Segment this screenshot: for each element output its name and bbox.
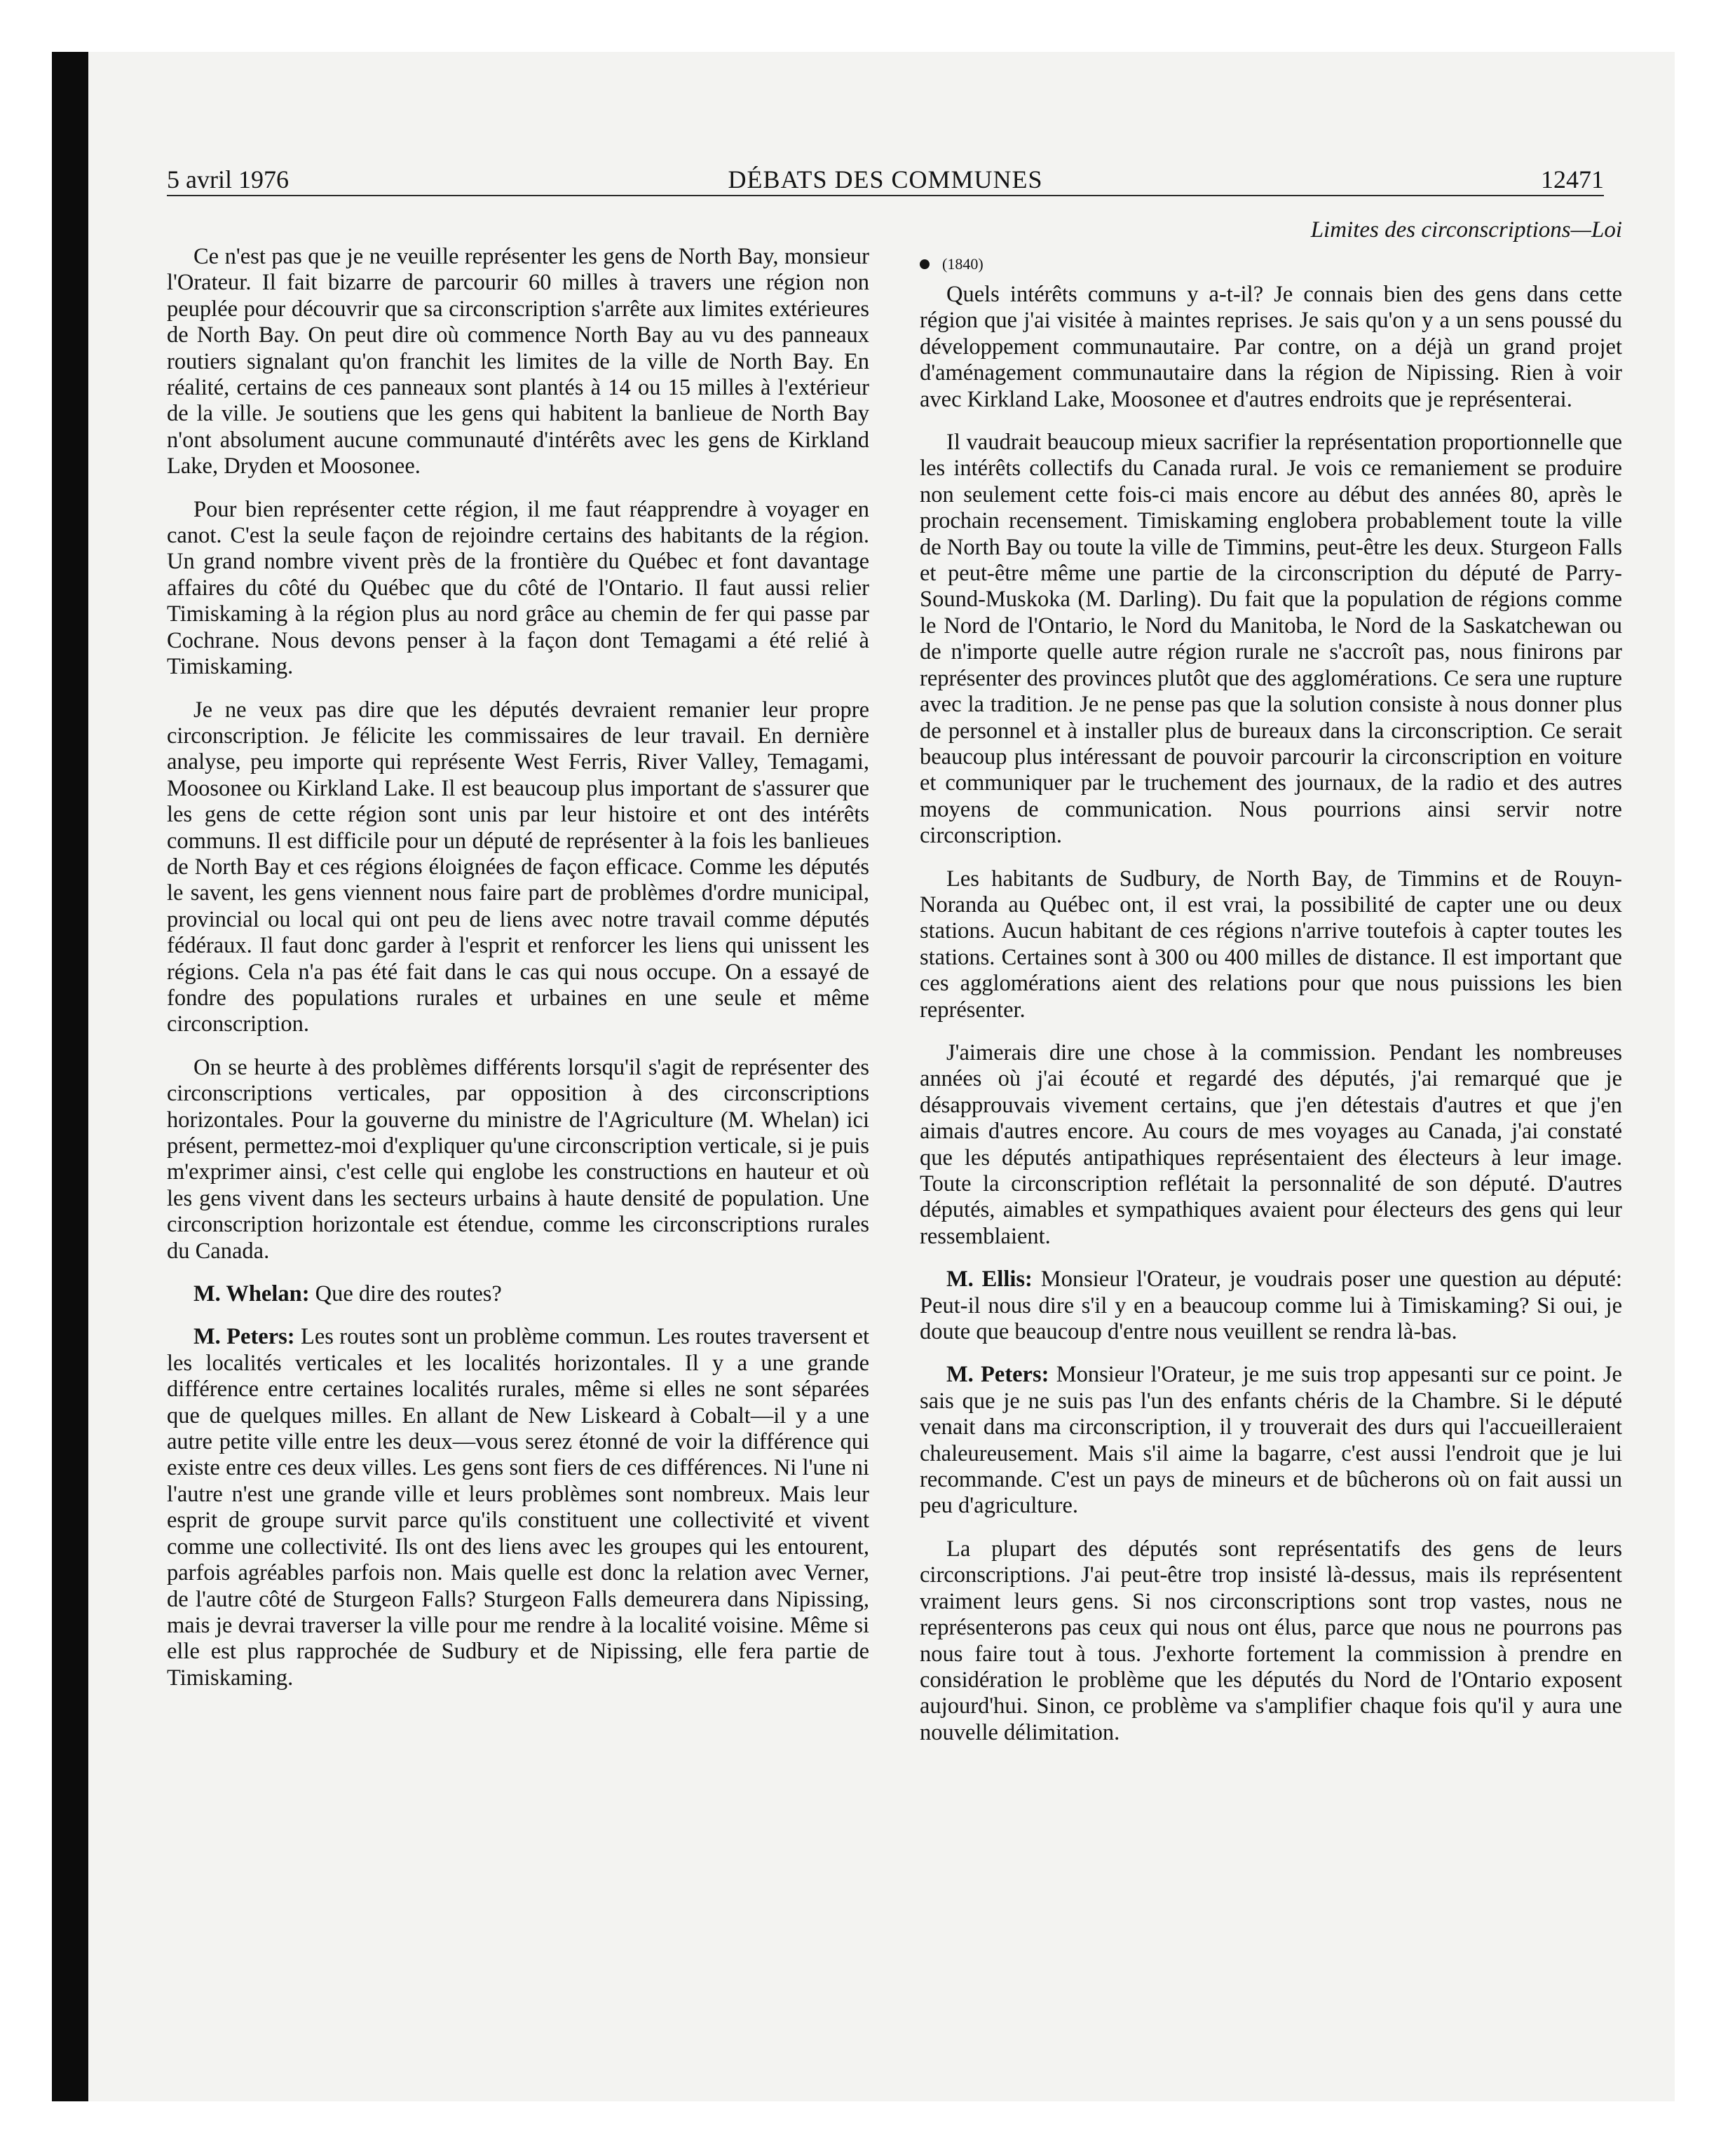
paragraph: Quels intérêts communs y a-t-il? Je connais bien des gens dans cette région que j'ai visitée à maintes reprises. Je sais qu'on y a un sens poussé du développement communautaire. Par contre, on a déjà un grand projet d'aménagement communautaire dans la région de Nipissing. Rien à voir avec Kirkland Lake, Moosonee et d'autres endroits que je représenterai.	[920, 282, 1622, 412]
paragraph: Pour bien représenter cette région, il me faut réapprendre à voyager en canot. C'est la seule façon de rejoindre certains des habitants de la région. Un grand nombre vivent près de la frontière du Québec et font davantage affaires du côté du Québec que du côté de l'Ontario. Il faut aussi relier Timiskaming à la région plus au nord grâce au chemin de fer qui passe par Cochrane. Nous devons penser à la façon dont Temagami a été relié à Timiskaming.	[167, 496, 869, 680]
header-page-number: 12471	[1541, 165, 1604, 193]
speech-ellis	[920, 1267, 1622, 1345]
header-date: 5 avril 1976	[167, 165, 289, 193]
speech-text: Monsieur l'Orateur, je voudrais poser une question au député: Peut-il nous dire s'il y en a beaucoup comme lui à Timiskaming? Si oui, je doute que beaucoup d'entre nous veuillent se rendra là-bas.	[920, 1267, 1622, 1345]
paragraph: On se heurte à des problèmes différents lorsqu'il s'agit de représenter des circonscriptions verticales, par opposition à des circonscriptions horizontales. Pour la gouverne du ministre de l'Agriculture (M. Whelan) ici présent, permettez-moi d'expliquer qu'une circonscription verticale, si je puis m'exprimer ainsi, c'est celle qui englobe les constructions en hauteur et où les gens vivent dans les secteurs urbains à haute densité de population. Une circonscription horizontale est étendue, comme les circonscriptions rurales du Canada.	[167, 1054, 869, 1264]
paragraph: Les habitants de Sudbury, de North Bay, de Timmins et de Rouyn-Noranda au Québec ont, il est vrai, la possibilité de capter une ou deux stations. Aucun habitant de ces régions n'arrive toutefois à capter toutes les stations. Certaines sont à 300 ou 400 milles de distance. Il est important que ces agglomérations aient des relations pour que nous puissions les bien représenter.	[920, 866, 1622, 1023]
paragraph: Ce n'est pas que je ne veuille représenter les gens de North Bay, monsieur l'Orateur. Il fait bizarre de parcourir 60 milles à travers une région non peuplée pour découvrir que sa circonscription s'arrête aux limites extérieures de North Bay. On peut dire où commence North Bay au vu des panneaux routiers signalant qu'on franchit les limites de la ville de North Bay. En réalité, certains de ces panneaux sont plantés à 14 ou 15 milles à l'extérieur de la ville. Je soutiens que les gens qui habitent la banlieue de North Bay n'ont absolument aucune communauté d'intérêts avec les gens de Kirkland Lake, Dryden et Moosonee.	[167, 244, 869, 479]
header-rule	[167, 195, 1604, 196]
time-marker-text: (1840)	[942, 255, 984, 273]
paragraph: J'aimerais dire une chose à la commission. Pendant les nombreuses années où j'ai écouté et regardé des députés, j'ai remarqué que je désapprouvais vivement certains, que j'en détestais d'autres et que j'en aimais d'autres encore. Au cours de mes voyages au Canada, j'ai constaté que les députés antipathiques représentaient des électeurs à leur image. Toute la circonscription reflétait la personnalité de son député. D'autres députés, aimables et sympathiques avaient pour électeurs des gens qui leur ressemblaient.	[920, 1039, 1622, 1249]
speech-text: Que dire des routes?	[309, 1281, 502, 1307]
left-column	[167, 244, 869, 1708]
paragraph: Je ne veux pas dire que les députés devraient remanier leur propre circonscription. Je félicite les commissaires de leur travail. En dernière analyse, peu importe qui représente West Ferris, River Valley, Temagami, Moosonee ou Kirkland Lake. Il est beaucoup plus important de s'assurer que les gens de cette région sont unis par leur histoire et ont des intérêts communs. Il est difficile pour un député de représenter à la fois les banlieues de North Bay et ces régions éloignées de façon efficace. Comme les députés le savent, les gens viennent nous faire part de problèmes d'ordre municipal, provincial ou local qui ont peu de liens avec notre travail comme députés fédéraux. Il faut donc garder à l'esprit et renforcer les liens qui unissent les régions. Cela n'a pas été fait dans le cas qui nous occupe. On a essayé de fondre des populations rurales et urbaines en une seule et même circonscription.	[167, 697, 869, 1037]
page-header	[167, 160, 1604, 198]
paragraph: La plupart des députés sont représentatifs des gens de leurs circonscriptions. J'ai peut-être trop insisté là-dessus, mais ils représentent vraiment leurs gens. Si nos circonscriptions sont trop vastes, nous ne représenterons pas ceux qui nous ont élus, parce que nous ne pourrons pas nous faire tout à tous. J'exhorte fortement la commission à prendre en considération le problème que les députés du Nord de l'Ontario exposent aujourd'hui. Sinon, ce problème va s'amplifier chaque fois qu'il y aura une nouvelle délimitation.	[920, 1536, 1622, 1745]
speaker-name: M. Peters:	[946, 1362, 1049, 1388]
time-marker	[920, 254, 1622, 275]
header-title: DÉBATS DES COMMUNES	[728, 165, 1043, 193]
speech-peters	[167, 1324, 869, 1691]
bullet-icon	[920, 259, 930, 269]
speech-text: Monsieur l'Orateur, je me suis trop appesanti sur ce point. Je sais que je ne suis pas l'un des enfants chéris de la Chambre. Si le député venait dans ma circonscription, il y trouverait des durs qui l'accueilleraient chaleureusement. Mais s'il aime la bagarre, c'est aussi l'endroit que je lui recommande. C'est un pays de mineurs et de bûcherons où on fait aussi un peu d'agriculture.	[920, 1362, 1622, 1519]
speaker-name: M. Whelan:	[193, 1281, 310, 1307]
speaker-name: M. Ellis:	[946, 1267, 1033, 1292]
binding-shadow	[52, 52, 88, 2101]
right-column	[920, 216, 1622, 1763]
speech-text: Les routes sont un problème commun. Les routes traversent et les localités verticales et les localités horizontales. Il y a une grande différence entre certaines localités rurales, même si elles ne sont séparées que de quelques milles. En allant de New Liskeard à Cobalt—il y a une autre petite ville entre les deux—vous serez étonné de voir la différence qui existe entre ces deux villes. Les gens sont fiers de ces différences. Ni l'une ni l'autre n'est une grande ville et leurs problèmes sont nombreux. Mais leur esprit de groupe survit parce qu'ils constituent une collectivité et vivent comme une collectivité. Ils ont des liens avec les groupes qui les entourent, parfois agréables parfois non. Mais quelle est donc la relation avec Verner, de l'autre côté de Sturgeon Falls? Sturgeon Falls demeurera dans Nipissing, mais je devrai traverser la ville pour me rendre à la localité voisine. Même si elle est plus rapprochée de Sudbury et de Nipissing, elle fera partie de Timiskaming.	[167, 1324, 869, 1691]
speech-peters	[920, 1362, 1622, 1519]
speaker-name: M. Peters:	[193, 1324, 295, 1350]
running-title: Limites des circonscriptions—Loi	[1310, 217, 1622, 243]
paragraph: Il vaudrait beaucoup mieux sacrifier la représentation proportionnelle que les intérêts collectifs du Canada rural. Je vois ce remaniement se produire non seulement cette fois-ci mais encore au début des années 80, après le prochain recensement. Timiskaming englobera probablement toute la ville de North Bay ou toute la ville de Timmins, peut-être les deux. Sturgeon Falls et peut-être même une partie de la circonscription du député de Parry-Sound-Muskoka (M. Darling). Du fait que la population de régions comme le Nord de l'Ontario, le Nord du Manitoba, le Nord de la Saskatchewan ou de n'importe quelle autre région rurale ne s'accroît pas, nous finirons par représenter des provinces plutôt que des agglomérations. Ce sera une rupture avec la tradition. Je ne pense pas que la solution consiste à nous donner plus de personnel et à installer plus de bureaux dans la circonscription. Ce serait beaucoup plus intéressant de pouvoir parcourir la circonscription en voiture et communiquer par le truchement des journaux, de la radio et des autres moyens de communication. Nous pourrions ainsi servir notre circonscription.	[920, 430, 1622, 849]
speech-whelan	[167, 1281, 869, 1307]
